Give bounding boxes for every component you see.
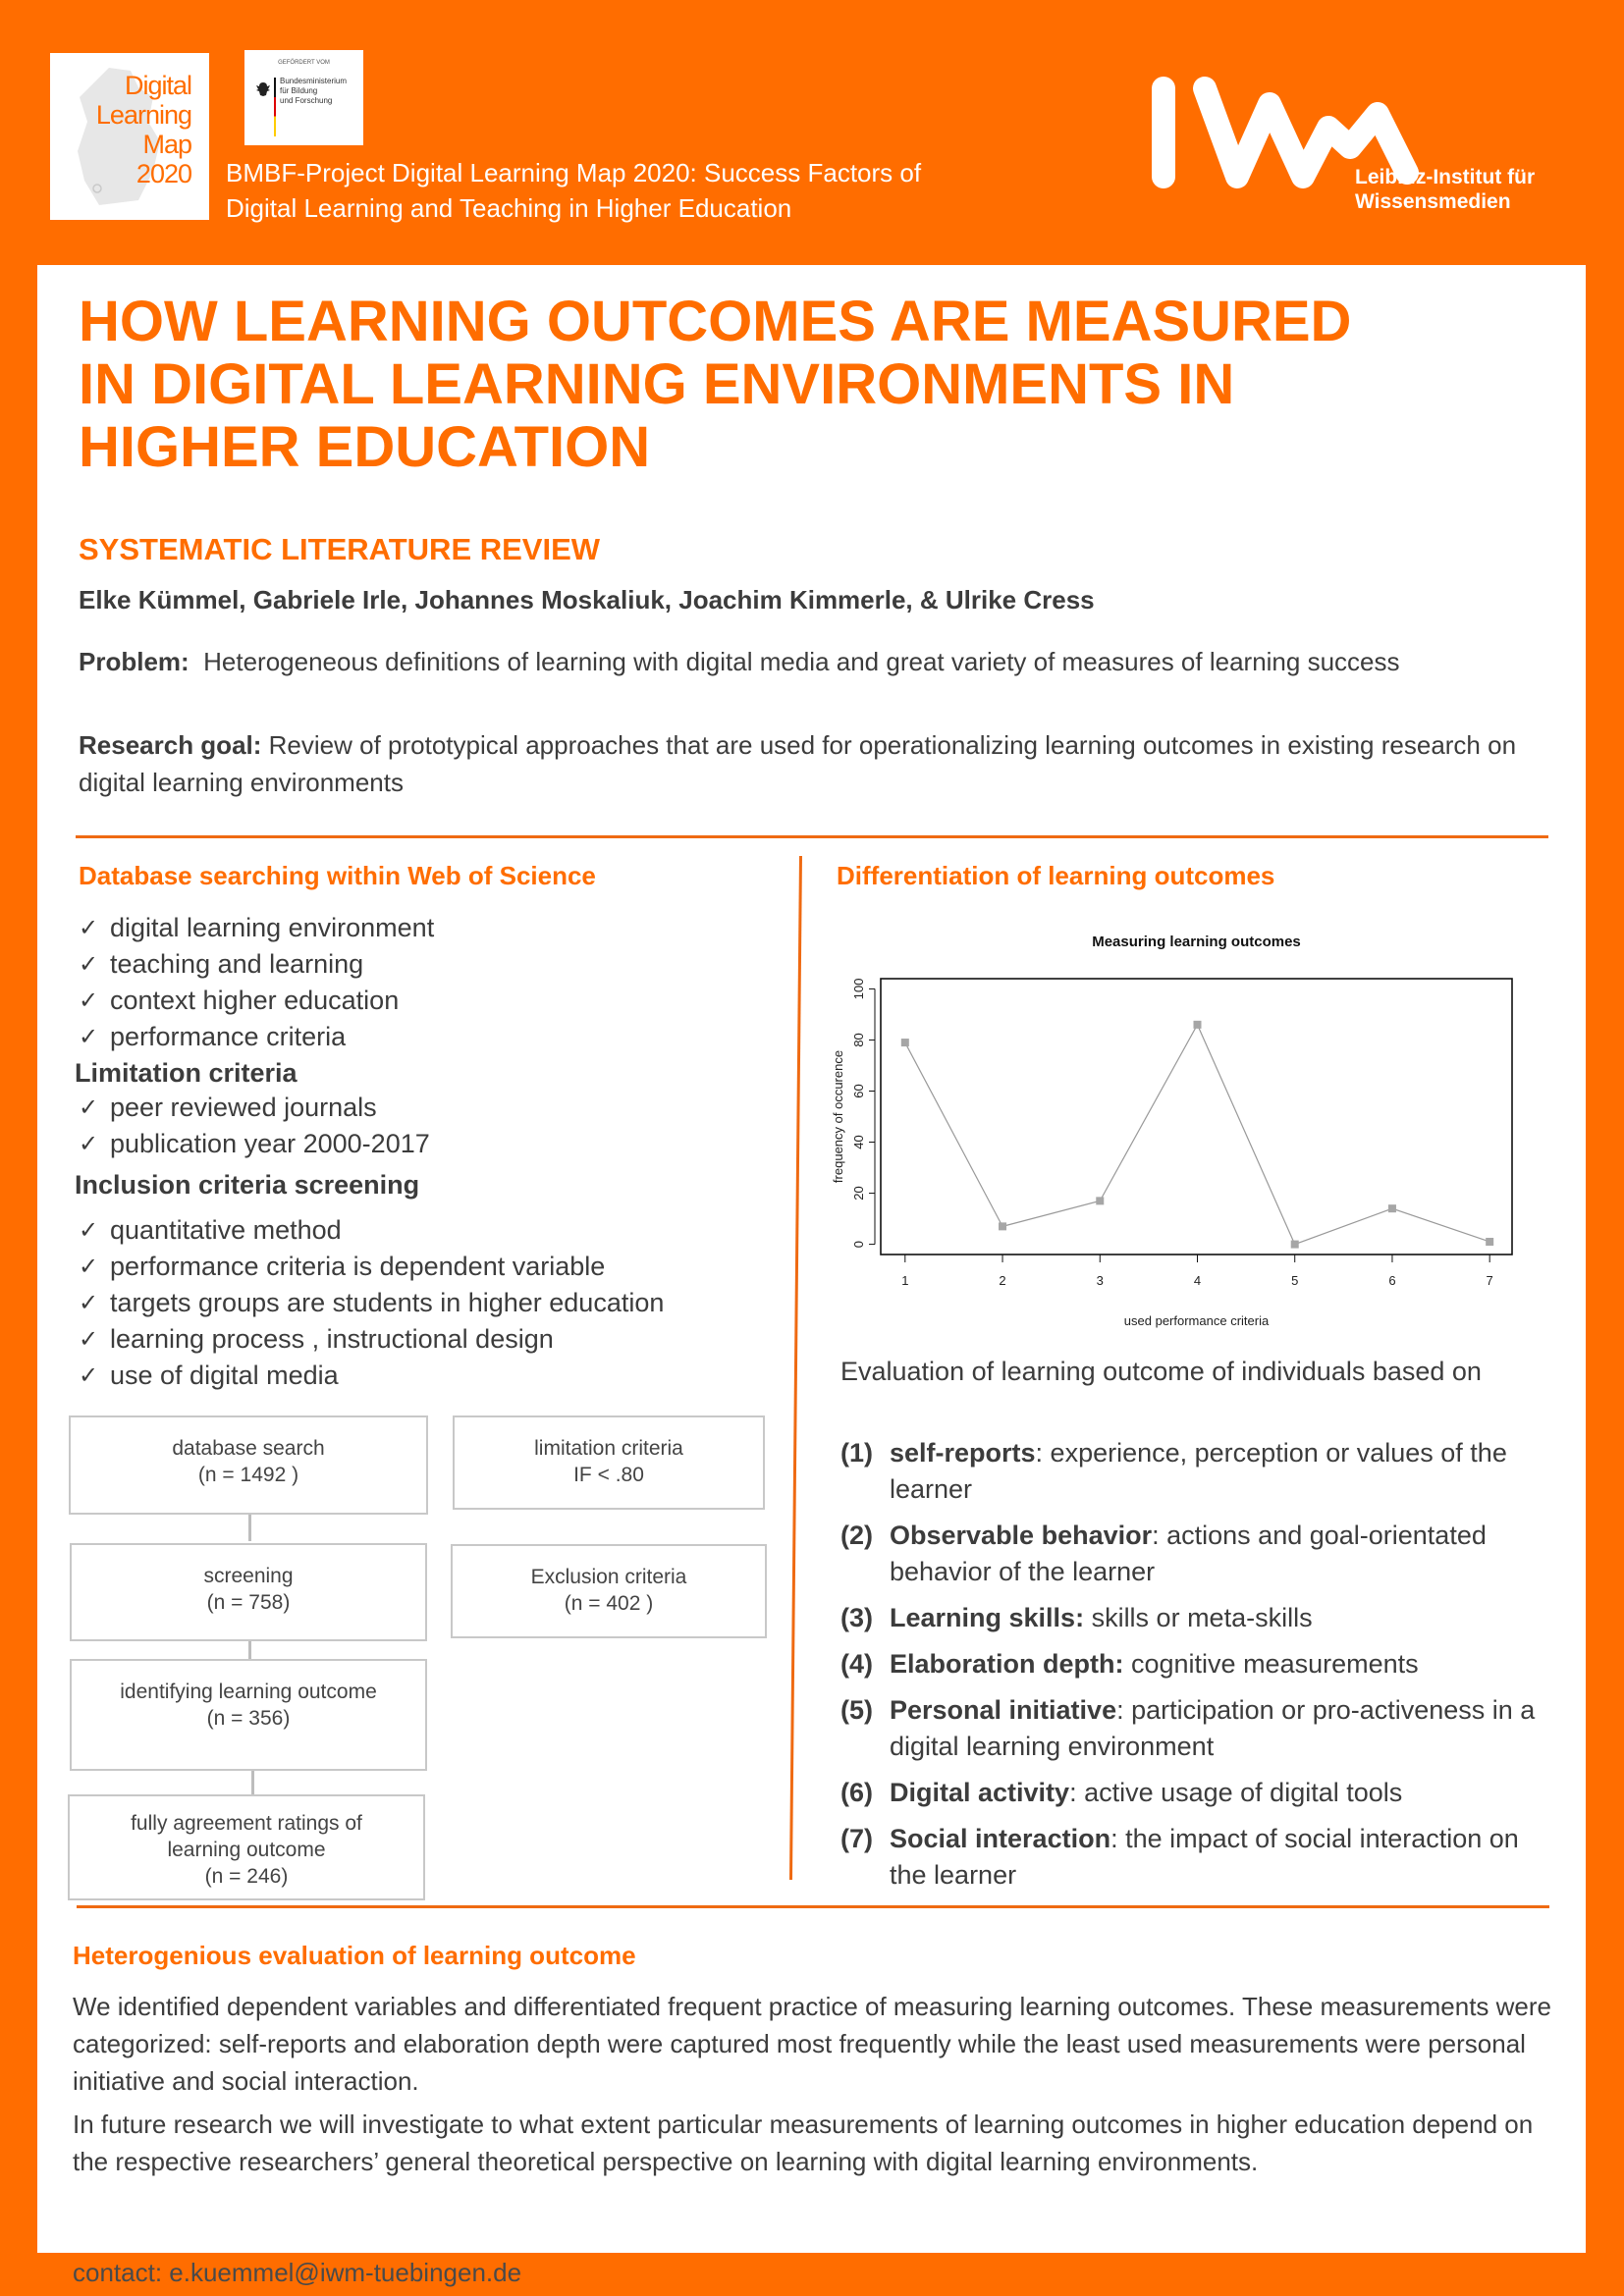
goal-label: Research goal: (79, 730, 262, 760)
list-item-text: performance criteria (110, 1022, 347, 1051)
svg-text:20: 20 (851, 1186, 866, 1201)
flow-box-screening (70, 1543, 427, 1641)
category-number: (4) (840, 1649, 873, 1679)
category-desc: : participation or pro-activeness in a digital learning environment (890, 1695, 1536, 1761)
flow-box-label: Exclusion criteria (530, 1566, 687, 1588)
bmbf-name-line: und Forschung (280, 96, 333, 105)
flow-box-exclusion (451, 1544, 767, 1638)
category-term: Personal initiative (890, 1695, 1117, 1725)
iwm-institute-name (1355, 165, 1535, 214)
problem-label: Problem: (79, 647, 189, 676)
category-term: Digital activity (890, 1778, 1070, 1807)
svg-text:7: 7 (1486, 1273, 1493, 1288)
category-item (840, 1600, 1547, 1636)
checkmark-icon: ✓ (79, 988, 99, 1014)
category-number: (7) (840, 1824, 873, 1853)
poster-subtitle: SYSTEMATIC LITERATURE REVIEW (79, 532, 601, 566)
category-desc: : experience, perception or values of the learner (890, 1438, 1507, 1504)
list-item (79, 1019, 434, 1055)
outcome-categories-list (840, 1435, 1547, 1903)
goal-text: Review of prototypical approaches that are used for operationalizing learning outcomes in existing research on digital learning environments (79, 730, 1517, 797)
svg-text:frequency of occurence: frequency of occurence (831, 1049, 845, 1184)
category-item (840, 1775, 1547, 1811)
title-line: HIGHER EDUCATION (79, 415, 651, 479)
dlm-line: Map (142, 130, 191, 159)
category-item (840, 1692, 1547, 1765)
project-title-line: Digital Learning and Teaching in Higher Education (226, 193, 792, 223)
category-number: (3) (840, 1603, 873, 1632)
list-item-text: context higher education (110, 986, 400, 1015)
flow-box-limitation (453, 1415, 765, 1510)
svg-text:Measuring learning outcomes: Measuring learning outcomes (1092, 934, 1301, 950)
list-item (79, 1126, 430, 1162)
future-research-paragraph: In future research we will investigate to what extent particular measurements of learning outcomes in higher education depend on the respective researchers’ general theoretical perspective on learning with digital learning environments. (73, 2109, 1534, 2176)
project-title (226, 155, 1031, 226)
evaluation-intro: Evaluation of learning outcome of individuals based on (840, 1357, 1482, 1386)
inclusion-list (79, 1212, 664, 1394)
list-item (79, 1212, 664, 1249)
category-term: Social interaction (890, 1824, 1111, 1853)
problem-text: Heterogeneous definitions of learning with digital media and great variety of measures of learning success (203, 647, 1400, 676)
category-term: Learning skills: (890, 1603, 1085, 1632)
svg-text:80: 80 (851, 1033, 866, 1047)
flow-box-label: limitation criteria (534, 1437, 683, 1460)
section-divider (77, 1905, 1549, 1908)
title-line: IN DIGITAL LEARNING ENVIRONMENTS IN (79, 352, 1235, 416)
list-item-text: learning process , instructional design (110, 1324, 554, 1354)
category-item (840, 1435, 1547, 1508)
svg-text:4: 4 (1193, 1273, 1202, 1288)
checkmark-icon: ✓ (79, 1254, 99, 1280)
flow-box-count: (n = 246) (204, 1865, 289, 1888)
bmbf-name (280, 77, 347, 106)
flow-box-count: (n = 758) (206, 1591, 291, 1614)
problem-statement (79, 643, 1551, 680)
category-desc: skills or meta-skills (1084, 1603, 1313, 1632)
category-number: (6) (840, 1778, 873, 1807)
list-item (79, 983, 434, 1019)
list-item (79, 910, 434, 946)
funded-by-label: GEFÖRDERT VOM (278, 60, 330, 66)
list-item (79, 1090, 430, 1126)
category-desc: : the impact of social interaction on the learner (890, 1824, 1519, 1890)
project-title-line: BMBF-Project Digital Learning Map 2020: Success Factors of (226, 158, 922, 187)
conclusion-paragraph: We identified dependent variables and differentiated frequent practice of measuring learning outcomes. These measurements were categorized: self-reports and elaboration depth were captured most frequently while the least used measurements were personal initiative and social interaction. (73, 1992, 1552, 2096)
line-chart (825, 923, 1542, 1335)
german-flag-bar (274, 78, 276, 136)
database-search-heading: Database searching within Web of Science (79, 861, 596, 890)
authors: Elke Kümmel, Gabriele Irle, Johannes Moskaliuk, Joachim Kimmerle, & Ulrike Cress (79, 585, 1095, 614)
flow-box-count: (n = 356) (206, 1707, 291, 1730)
dlm-line: Digital (124, 71, 191, 100)
list-item (79, 946, 434, 983)
flow-box-count: IF < .80 (573, 1464, 644, 1486)
poster-title (79, 291, 1551, 479)
category-desc: cognitive measurements (1123, 1649, 1419, 1679)
flow-connector (251, 1768, 254, 1797)
contact-email[interactable]: contact: e.kuemmel@iwm-tuebingen.de (73, 2258, 522, 2287)
list-item (79, 1285, 664, 1321)
title-line: HOW LEARNING OUTCOMES ARE MEASURED (79, 290, 1352, 353)
svg-text:6: 6 (1388, 1273, 1396, 1288)
category-term: Elaboration depth: (890, 1649, 1124, 1679)
svg-text:1: 1 (901, 1273, 909, 1288)
checkmark-icon: ✓ (79, 1024, 99, 1050)
category-term: self-reports (890, 1438, 1036, 1468)
svg-text:60: 60 (851, 1084, 866, 1098)
list-item-text: use of digital media (110, 1361, 339, 1390)
bmbf-name-line: für Bildung (280, 86, 318, 95)
flow-box-label: database search (172, 1437, 325, 1460)
list-item-text: publication year 2000-2017 (110, 1129, 430, 1158)
iwm-name-line: Wissensmedien (1355, 190, 1511, 213)
search-terms-list (79, 910, 434, 1055)
category-desc: : active usage of digital tools (1069, 1778, 1403, 1807)
list-item-text: performance criteria is dependent variable (110, 1252, 606, 1281)
category-number: (5) (840, 1695, 873, 1725)
dlm-line: Learning (95, 100, 191, 130)
flow-box-label: fully agreement ratings of (131, 1812, 362, 1835)
category-number: (1) (840, 1438, 873, 1468)
flow-box-agreement (68, 1794, 425, 1900)
flow-box-count: (n = 402 ) (564, 1592, 654, 1615)
bmbf-logo (244, 50, 363, 145)
checkmark-icon: ✓ (79, 1217, 99, 1244)
flow-box-identifying (70, 1659, 427, 1771)
flow-box-count: (n = 1492 ) (197, 1464, 299, 1486)
list-item-text: quantitative method (110, 1215, 342, 1245)
svg-text:5: 5 (1291, 1273, 1299, 1288)
differentiation-heading: Differentiation of learning outcomes (837, 861, 1275, 890)
checkmark-icon: ✓ (79, 1095, 99, 1121)
conclusion-heading: Heterogenious evaluation of learning outcome (73, 1941, 636, 1970)
category-desc: : actions and goal-orientated behavior of the learner (890, 1521, 1487, 1586)
list-item-text: targets groups are students in higher education (110, 1288, 665, 1317)
digital-learning-map-logo (50, 53, 209, 220)
checkmark-icon: ✓ (79, 1362, 99, 1389)
category-number: (2) (840, 1521, 873, 1550)
svg-text:used performance criteria: used performance criteria (1123, 1313, 1270, 1328)
checkmark-icon: ✓ (79, 1131, 99, 1157)
bmbf-name-line: Bundesministerium (280, 77, 348, 85)
list-item-text: teaching and learning (110, 949, 364, 979)
svg-text:0: 0 (851, 1240, 866, 1249)
checkmark-icon: ✓ (79, 1326, 99, 1353)
flow-box-label: learning outcome (167, 1839, 326, 1861)
checkmark-icon: ✓ (79, 951, 99, 978)
checkmark-icon: ✓ (79, 1290, 99, 1316)
category-item (840, 1821, 1547, 1894)
category-item (840, 1646, 1547, 1682)
flow-box-database-search (69, 1415, 428, 1515)
list-item (79, 1358, 664, 1394)
checkmark-icon: ✓ (79, 915, 99, 941)
list-item-text: peer reviewed journals (110, 1093, 377, 1122)
flow-box-label: identifying learning outcome (120, 1681, 377, 1703)
iwm-name-line: Leibniz-Institut für (1355, 166, 1536, 188)
dlm-logo-text (96, 71, 191, 188)
svg-text:100: 100 (851, 978, 866, 1000)
section-divider (76, 835, 1548, 838)
list-item (79, 1249, 664, 1285)
list-item-text: digital learning environment (110, 913, 435, 942)
list-item (79, 1321, 664, 1358)
flow-box-label: screening (203, 1565, 294, 1587)
inclusion-heading: Inclusion criteria screening (75, 1170, 420, 1200)
category-term: Observable behavior (890, 1521, 1153, 1550)
svg-text:40: 40 (851, 1135, 866, 1149)
dlm-line: 2020 (135, 159, 191, 188)
svg-text:2: 2 (999, 1273, 1006, 1288)
category-item (840, 1518, 1547, 1590)
svg-text:3: 3 (1096, 1273, 1104, 1288)
limitation-heading: Limitation criteria (75, 1058, 298, 1088)
chart-canvas (825, 923, 1542, 1335)
research-goal (79, 726, 1551, 801)
federal-eagle-icon (256, 81, 270, 97)
limitation-list (79, 1090, 430, 1162)
